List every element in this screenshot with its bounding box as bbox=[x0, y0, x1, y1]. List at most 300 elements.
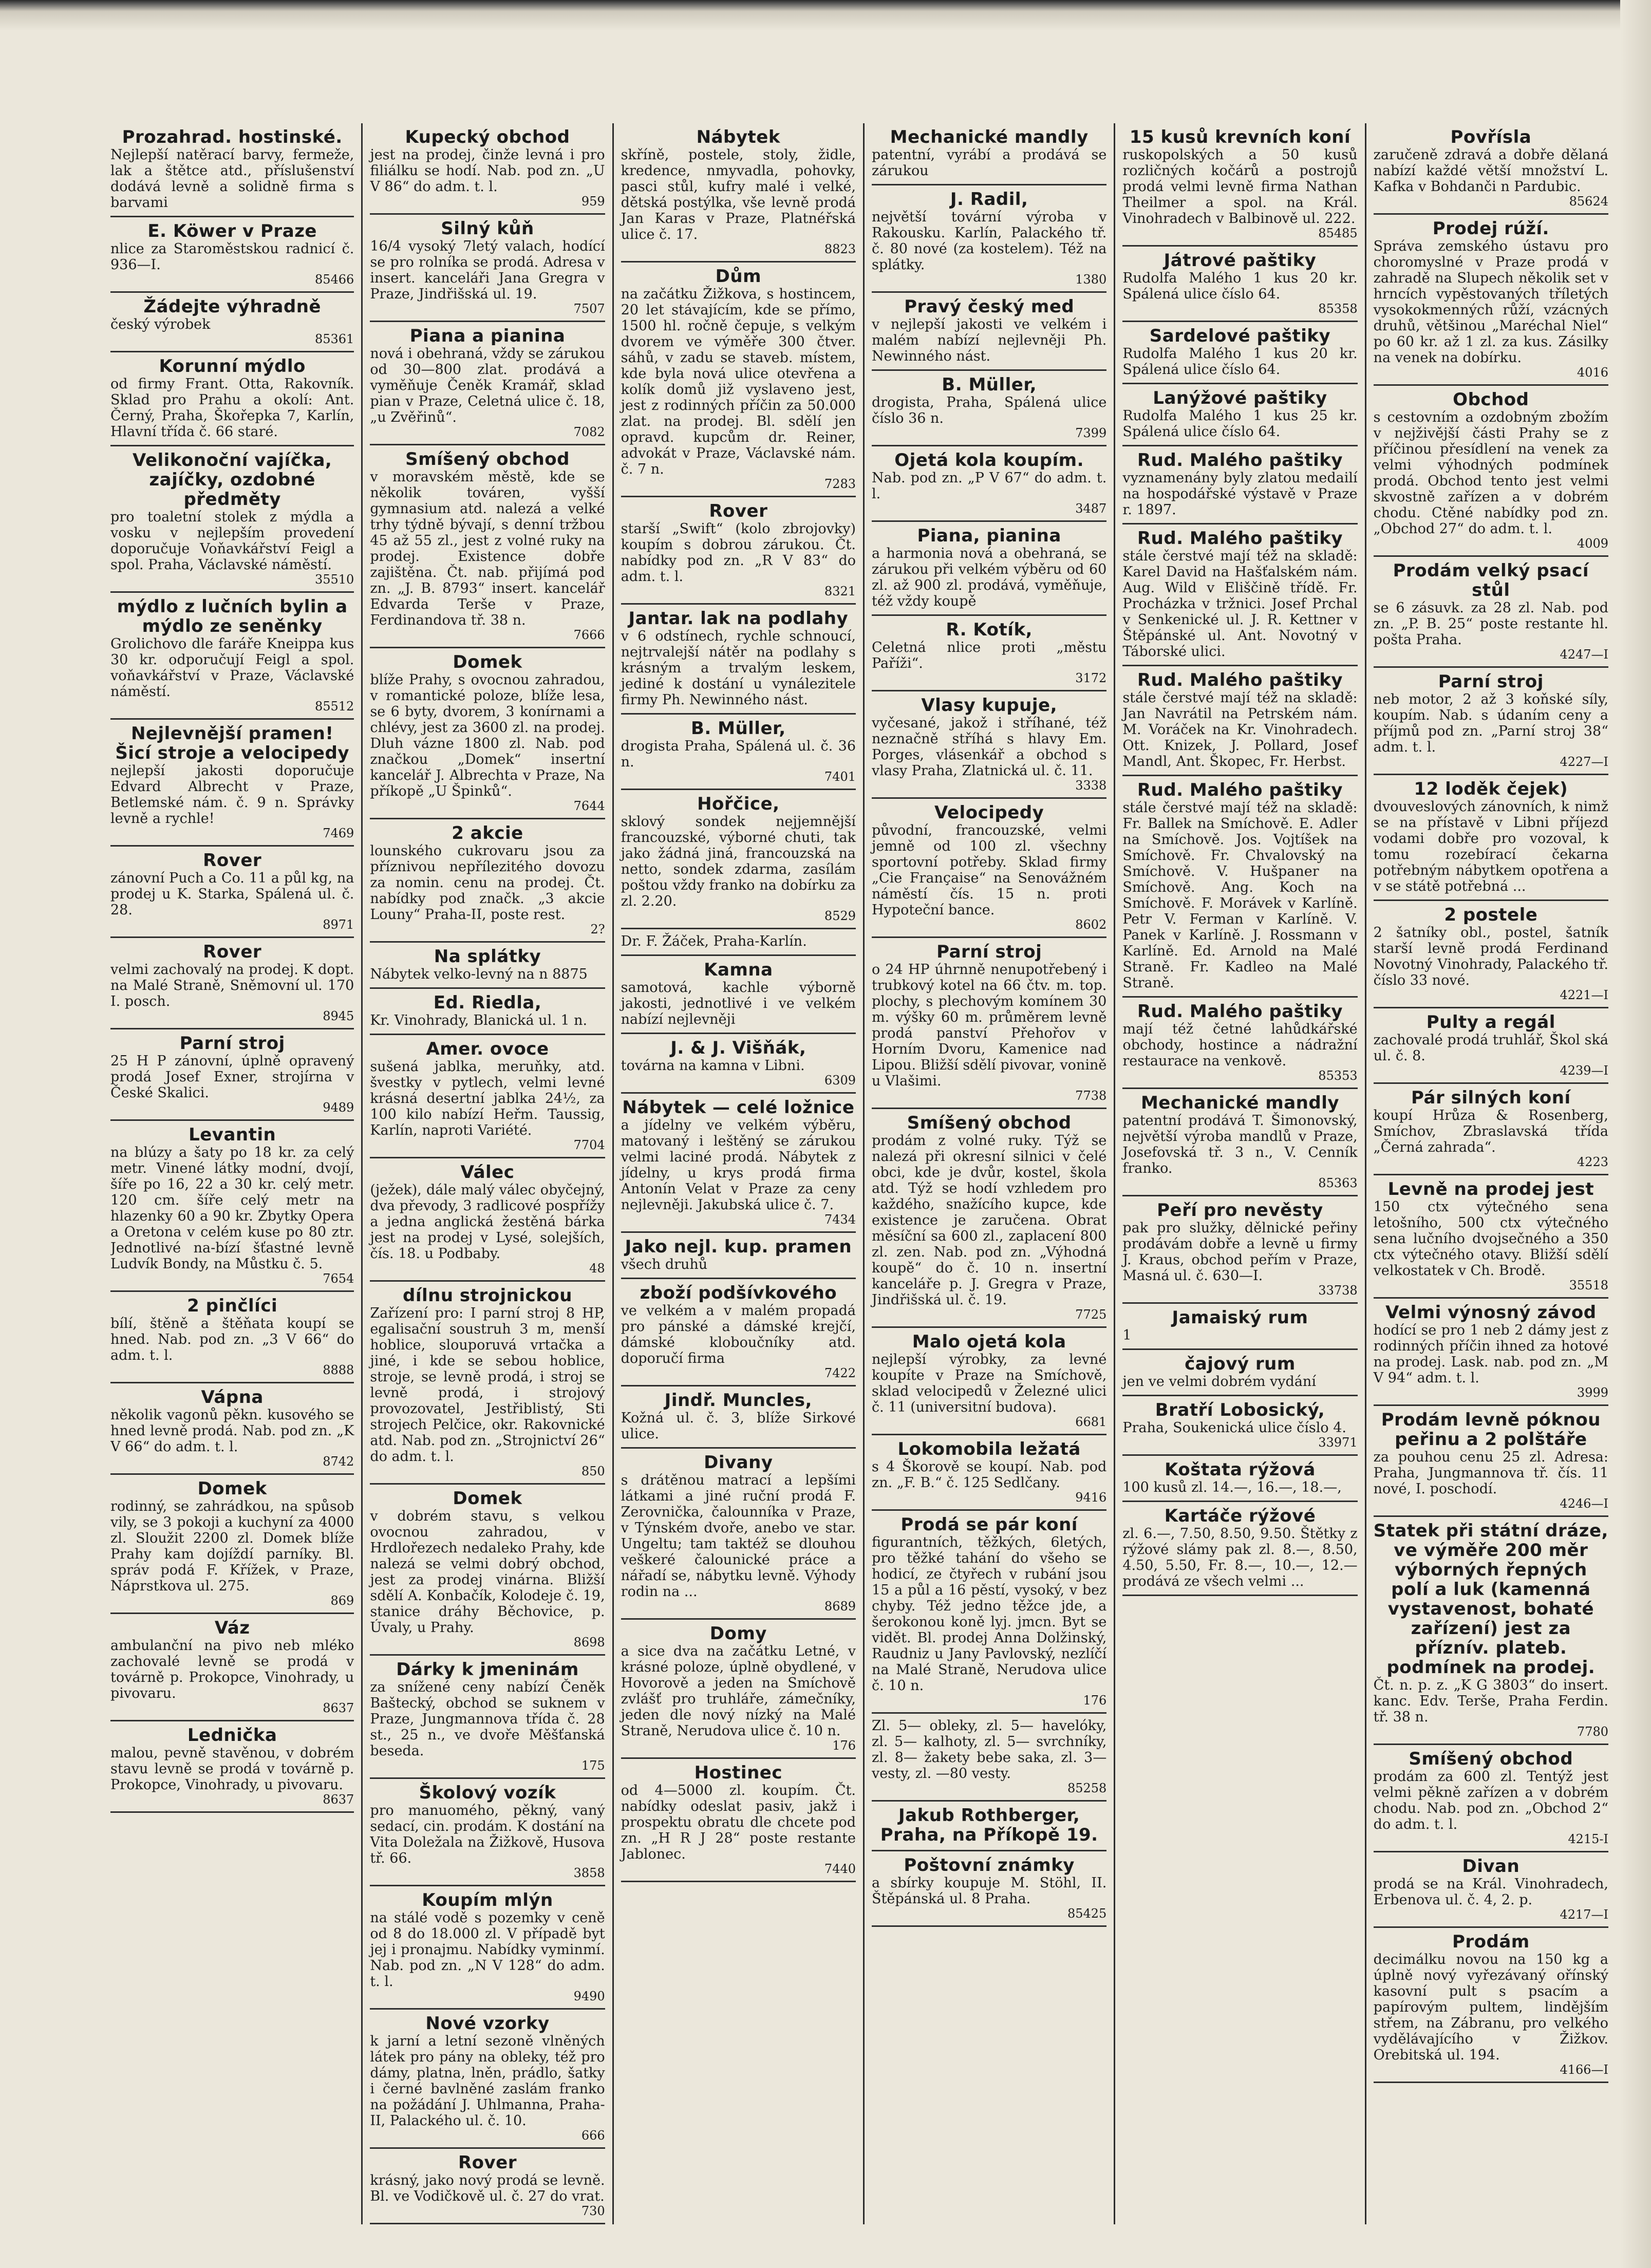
classified-ad bbox=[370, 1656, 605, 1779]
classified-ad bbox=[1122, 524, 1357, 666]
ad-heading: Parní stroj bbox=[936, 942, 1042, 962]
ad-number: 3858 bbox=[573, 1866, 605, 1880]
classified-ad bbox=[370, 1282, 605, 1485]
classified-ad bbox=[1122, 123, 1357, 247]
ad-text: několik vagonů pěkn. kusového se hned levně prodá. Nab. pod zn. „K V 66“ do adm. t. l. bbox=[110, 1407, 354, 1455]
ad-heading: Nábytek bbox=[696, 127, 780, 147]
ad-heading: 2 postele bbox=[1444, 905, 1538, 925]
classified-ad bbox=[370, 1779, 605, 1886]
classified-ad bbox=[1374, 1084, 1608, 1175]
ad-heading: Lokomobila ležatá bbox=[897, 1439, 1081, 1459]
ad-text: nová i obehraná, vždy se zárukou od 30—800 zlat. prodává a vyměňuje Čeněk Kramář, sklad pian v Praze, Celetná ulice č. 18, „u Zvěřinů“. bbox=[370, 346, 605, 425]
ad-number: 4223 bbox=[1577, 1155, 1608, 1169]
classified-ad bbox=[110, 1475, 354, 1614]
ad-text: Nábytek velko-levný na n 8875 bbox=[370, 966, 588, 982]
classified-ad bbox=[110, 1029, 354, 1121]
ad-number: 85624 bbox=[1569, 194, 1608, 209]
classified-ad bbox=[1374, 1008, 1608, 1084]
ad-heading: Poštovní známky bbox=[904, 1855, 1075, 1876]
ad-text: nlice za Staroměstskou radnicí č. 936—I. bbox=[110, 241, 354, 273]
ad-text: v moravském městě, kde se několik továren, vyšší gymnasium atd. nalezá a velké trhy týdně bývají, s denní tržbou 45 až 55 zl., jest z volné ruky na prodej. Existence dobře zajištěna. Čt. nab. přijímá pod zn. „J. B. 8793“ insert. kancelář Edvarda Terše v Praze, Ferdinandova tř. 38 n. bbox=[370, 469, 605, 628]
classified-ad bbox=[1374, 775, 1608, 901]
ad-text: neb motor, 2 až 3 koňské síly, koupím. Nab. s údaním ceny a příjmů pod zn. „Parní stroj 38“ adm. t. l. bbox=[1373, 691, 1608, 755]
classified-ad bbox=[1374, 1745, 1608, 1852]
ad-text: jen ve velmi dobrém vydání bbox=[1122, 1374, 1316, 1390]
ad-text: pro toaletní stolek z mýdla a vosku v nejlepším provedení doporučuje Voňavkářství Feigl a spol. Praha, Václavské náměstí. bbox=[110, 509, 354, 573]
classified-ad bbox=[110, 938, 354, 1029]
ad-text: nejlepší jakosti doporučuje Edvard Albrecht v Praze, Betlemské nám. č. 9 n. Správky levně a rychle! bbox=[110, 763, 354, 827]
ad-number: 85512 bbox=[314, 699, 354, 714]
ad-heading: Domy bbox=[709, 1623, 767, 1644]
ad-heading: Domek bbox=[453, 1488, 522, 1509]
ad-text: Nejlepší natěrací barvy, fermeže, lak a štětce atd., příslušenství dodává levně a solidně firma s barvami bbox=[110, 147, 354, 211]
classified-ad bbox=[872, 1109, 1106, 1328]
ad-number: 7704 bbox=[573, 1138, 605, 1152]
classified-ad bbox=[1374, 1928, 1608, 2083]
ad-number: 9490 bbox=[573, 1989, 605, 2003]
ad-number: 35510 bbox=[314, 572, 354, 587]
ad-heading: Rover bbox=[458, 2152, 517, 2173]
classified-ad bbox=[1122, 666, 1357, 776]
ad-text: krásný, jako nový prodá se levně. Bl. ve Vodičkově ul. č. 27 do vrat. bbox=[370, 2172, 605, 2204]
classified-ad bbox=[1374, 1406, 1608, 1517]
ad-heading: Prodám bbox=[1452, 1932, 1530, 1952]
classified-ad bbox=[110, 293, 354, 352]
ad-heading: Velikonoční vajíčka, zajíčky, ozdobné předměty bbox=[132, 450, 332, 510]
ad-heading: Mechanické mandly bbox=[1140, 1093, 1340, 1113]
ad-number: 85363 bbox=[1318, 1176, 1358, 1190]
classified-ad bbox=[621, 956, 856, 1034]
ad-heading: Piana, pianina bbox=[917, 526, 1061, 546]
ad-text: stále čerstvé mají též na skladě: Jan Navrátil na Petrském nám. M. Voráček na Kr. Vinohradech. Ott. Knizek, J. Pollard, Josef Mandl, Ant. Škopec, Fr. Herbst. bbox=[1122, 690, 1358, 770]
ad-number: 7780 bbox=[1577, 1725, 1608, 1739]
ad-column-5 bbox=[1114, 123, 1364, 2224]
ad-text: na stálé vodě s pozemky v ceně od 8 do 18.000 zl. V případě byt jej i pronajmu. Nabídky vyminmí. Nab. pod zn. „N V 128“ do adm. t. l. bbox=[370, 1910, 605, 1990]
ad-text: decimálku novou na 150 kg a úplně nový vyřezávaný ořínský kasovní pult s psacím a papírovým pultem, lindějším střem, na Zábranu, pro velkého vydělávajícího v Žižkov. Orebitská ul. 194. bbox=[1373, 1952, 1608, 2063]
ad-number: 7507 bbox=[573, 302, 605, 316]
ad-heading: dílnu strojnickou bbox=[403, 1285, 572, 1306]
classified-ad bbox=[1122, 1456, 1357, 1502]
classified-ad bbox=[110, 1121, 354, 1292]
classified-ad bbox=[872, 799, 1106, 938]
classified-ad bbox=[621, 1094, 856, 1233]
classified-ad bbox=[1122, 1502, 1357, 1596]
ad-number: 8637 bbox=[323, 1701, 354, 1715]
ad-heading: Rud. Malého paštiky bbox=[1137, 450, 1343, 471]
ad-heading: Statek při státní dráze, ve výměře 200 měr výborných řepných polí a luk (kamenná vystavenost, bohaté zařízení) jest za příznív. plateb. podmínek na prodej. bbox=[1373, 1521, 1608, 1678]
ad-text: zánovní Puch a Co. 11 a půl kg, na prodej u K. Starka, Spálená ul. č. 28. bbox=[110, 870, 354, 918]
classified-ad bbox=[872, 371, 1106, 446]
ad-number: 4246—I bbox=[1560, 1496, 1608, 1511]
classified-ad bbox=[110, 593, 354, 720]
ad-number: 7738 bbox=[1075, 1089, 1107, 1103]
classified-ad bbox=[1374, 386, 1608, 557]
ad-text: bílí, štěně a štěňata koupí se hned. Nab. pod zn. „3 V 66“ do adm. t. l. bbox=[110, 1316, 354, 1363]
ad-number: 8971 bbox=[323, 917, 354, 932]
ad-column-1 bbox=[110, 123, 361, 2224]
ad-number: 8945 bbox=[323, 1009, 354, 1023]
ad-text: Rudolfa Malého 1 kus 20 kr. Spálená ulice číslo 64. bbox=[1122, 270, 1358, 302]
classified-ad bbox=[621, 929, 856, 956]
ad-number: 7422 bbox=[824, 1366, 856, 1380]
ad-text: (ježek), dále malý válec obyčejný, dva převody, 3 radlicové pospřížy a jedna anglická žestěná bárka jest na prodej v Lysé, solejších, čís. 18. u Podbaby. bbox=[370, 1182, 605, 1262]
ad-text: s cestovním a ozdobným zbožím v nejživější části Prahy se z příčinou přesídlení na venek za velmi výhodných podmínek prodá. Obchod tento jest velmi skvostně zařízen a v dobrém chodu. Ctěné nabídky pod zn. „Obchod 27“ do adm. t. l. bbox=[1373, 409, 1608, 537]
ad-number: 35518 bbox=[1569, 1278, 1608, 1292]
ad-number: 85353 bbox=[1318, 1069, 1358, 1083]
ad-text: zaručeně zdravá a dobře dělaná nabízí každé větší množství L. Kafka v Bohdanči n Pardubic. bbox=[1373, 147, 1608, 195]
ad-text: prodá se na Král. Vinohradech, Erbenova ul. č. 4, 2. p. bbox=[1373, 1876, 1608, 1908]
classified-ad bbox=[110, 123, 354, 217]
classified-ad bbox=[1122, 247, 1357, 322]
ad-heading: B. Müller, bbox=[690, 718, 786, 739]
classified-ads-grid bbox=[110, 123, 1616, 2224]
classified-ad bbox=[1122, 776, 1357, 998]
classified-ad bbox=[370, 123, 605, 215]
classified-ad bbox=[872, 123, 1106, 185]
ad-text: blíže Prahy, s ovocnou zahradou, v romantické poloze, blíže lesa, se 6 byty, dvorem, 3 konírnami a chlévy, jest za 3600 zl. na prodej. Dluh vázne 1800 zl. Nab. pod značkou „Domek“ insertní kancelář J. Albrechta v Praze, Na příkopě „U Špinků“. bbox=[370, 672, 605, 799]
ad-heading: Játrové paštiky bbox=[1164, 250, 1317, 271]
ad-heading: Školový vozík bbox=[419, 1783, 556, 1803]
classified-ad bbox=[110, 1292, 354, 1383]
ad-text: na blúzy a šaty po 18 kr. za celý metr. Vinené látky modní, dvojí, šíře po 16, 22 a 30 kr. celý metr. 120 cm. šíře celý metr na hlazenky 60 a 90 kr. Zbytky Opera a Oretona v celém kuse po 80 ztr. Jednotlivé na-bízí šťastné levně Ludvík Bondy, na Můstku č. 5. bbox=[110, 1145, 354, 1272]
ad-heading: Smíšený obchod bbox=[907, 1113, 1072, 1133]
ad-text: Zl. 5— obleky, zl. 5— havelóky, zl. 5— kalhoty, zl. 5— svrchníky, zl. 8— žakety bebe saka, zl. 3— vesty, zl. —80 vesty. bbox=[872, 1718, 1107, 1782]
ad-text: o 24 HP úhrnně nenupotřebený i trubkový kotel na 66 čtv. m. top. plochy, s plechovým komínem 30 m. výšky 60 m. průměrem levně prodá panství Přehořov v Horním Dvoru, Kamenice nad Lipou. Bližší sdělí pivovar, vonině u Vlašimi. bbox=[872, 962, 1107, 1089]
ad-heading: J. Radil, bbox=[950, 189, 1028, 210]
ad-number: 6681 bbox=[1075, 1415, 1107, 1429]
classified-ad bbox=[1122, 1304, 1357, 1350]
ad-text: pro manuomého, pěkný, vaný sedací, cin. prodám. K dostání na Vita Doležala na Žižkově, Husova tř. 66. bbox=[370, 1803, 605, 1866]
ad-text: a sice dva na začátku Letné, v krásné poloze, úplně obydlené, v Hovorově a jeden na Smíchově zvlášť pro truhláře, zámečníky, jeden dle nový nízký na Malé Straně, Nerudova ulice č. 10 n. bbox=[621, 1643, 856, 1739]
classified-ad bbox=[872, 691, 1106, 799]
ad-heading: Pravý český med bbox=[904, 296, 1075, 317]
ad-text: ve velkém a v malém propadá pro pánské a dámské krejčí, dámské kloboučníky atd. doporučí firma bbox=[621, 1303, 856, 1366]
ad-heading: Jantar. lak na podlahy bbox=[628, 608, 849, 629]
ad-text: lounského cukrovaru jsou za příznivou nepřílezitého dovozu za nomin. cenu na prodej. Čt. nabídky pod značk. „3 akcie Louny“ Praha-II, poste rest. bbox=[370, 843, 605, 923]
ad-heading: Amer. ovoce bbox=[426, 1039, 549, 1059]
ad-heading: Koupím mlýn bbox=[422, 1890, 553, 1910]
ad-heading: Silný kůň bbox=[441, 218, 534, 239]
ad-heading: 15 kusů krevních koní bbox=[1129, 127, 1351, 147]
ad-text: největší tovární výroba v Rakousku. Karlín, Palackého tř. č. 80 nové (za kostelem). Též na splátky. bbox=[872, 209, 1107, 273]
ad-heading: Jako nejl. kup. pramen bbox=[625, 1236, 852, 1257]
ad-number: 4217—I bbox=[1560, 1907, 1608, 1922]
ad-number: 7283 bbox=[824, 477, 856, 491]
ad-text: k jarní a letní sezoně vlněných látek pro pány na obleky, též pro dámy, platna, lněn, prádlo, šatky i černé bavlněné zaslám franko na požádání J. Uhlmanna, Praha-II, Palackého ul. č. 10. bbox=[370, 2033, 605, 2129]
ad-heading: Smíšený obchod bbox=[405, 449, 570, 470]
ad-number: 8698 bbox=[573, 1635, 605, 1650]
classified-ad bbox=[110, 217, 354, 293]
ad-heading: Parní stroj bbox=[1438, 671, 1544, 692]
classified-ad bbox=[370, 648, 605, 819]
ad-heading: Pulty a regál bbox=[1426, 1012, 1555, 1033]
ad-heading: Prodej rúží. bbox=[1432, 218, 1549, 239]
classified-ad bbox=[621, 263, 856, 497]
ad-text: pak pro služky, dělnické peřiny prodávám dobře a levně u firmy J. Kraus, obchod peřím v Praze, Masná ul. č. 630—I. bbox=[1122, 1220, 1358, 1284]
classified-ad bbox=[1374, 123, 1608, 215]
ad-heading: Dům bbox=[715, 266, 761, 287]
ad-number: 8602 bbox=[1075, 917, 1107, 932]
ad-number: 175 bbox=[581, 1758, 605, 1773]
ad-text: Kožná ul. č. 3, blíže Sirkové ulice. bbox=[621, 1410, 856, 1442]
ad-text: s 4 Škorově se koupí. Nab. pod zn. „F. B.“ č. 125 Sedlčany. bbox=[872, 1459, 1107, 1491]
ad-number: 666 bbox=[581, 2128, 605, 2143]
classified-ad bbox=[872, 446, 1106, 522]
ad-number: 7401 bbox=[824, 770, 856, 784]
ad-heading: Rover bbox=[203, 850, 262, 871]
classified-ad bbox=[370, 943, 605, 989]
ad-heading: Na splátky bbox=[434, 946, 541, 967]
ad-number: 7725 bbox=[1075, 1307, 1107, 1322]
ad-heading: Velmi výnosný závod bbox=[1385, 1302, 1597, 1323]
ad-number: 7440 bbox=[824, 1862, 856, 1876]
classified-ad bbox=[1374, 668, 1608, 775]
ad-heading: Prodá se pár koní bbox=[900, 1514, 1078, 1535]
ad-text: 16/4 vysoký 7letý valach, hodící se pro rolníka se prodá. Adresa v insert. kanceláři Jana Gregra v Praze, Jindřišská ul. 19. bbox=[370, 238, 605, 302]
classified-ad bbox=[110, 1383, 354, 1475]
ad-number: 4239—I bbox=[1560, 1063, 1608, 1078]
classified-ad bbox=[370, 445, 605, 648]
classified-ad bbox=[872, 522, 1106, 616]
ad-heading: Divan bbox=[1462, 1856, 1520, 1877]
ad-number: 959 bbox=[581, 194, 605, 209]
ad-heading: Levantin bbox=[189, 1124, 276, 1145]
ad-heading: E. Köwer v Praze bbox=[147, 221, 317, 241]
ad-text: Čt. n. p. z. „K G 3803“ do insert. kanc. Edv. Terše, Praha Ferdin. tř. 38 n. bbox=[1373, 1677, 1608, 1725]
classified-ad bbox=[1374, 1299, 1608, 1406]
ad-text: český výrobek bbox=[110, 316, 211, 332]
classified-ad bbox=[370, 322, 605, 445]
ad-text: jest na prodej, činže levná i pro filiálku se hodí. Nab. pod zn. „U V 86“ do adm. t. l. bbox=[370, 147, 605, 195]
classified-ad bbox=[1122, 1196, 1357, 1304]
ad-heading: Koštata rýžová bbox=[1165, 1459, 1316, 1480]
classified-ad bbox=[621, 1449, 856, 1620]
ad-text: dvouveslových zánovních, k nimž se na přístavě v Libni příjezd vodami dobře pro vozoval, k tomu rozebírací čekarna potřebným nábytkem opotřena a v se státě potřebná ... bbox=[1373, 799, 1608, 894]
ad-heading: 2 akcie bbox=[452, 823, 523, 844]
ad-number: 8823 bbox=[824, 242, 856, 256]
ad-text: a sbírky koupuje M. Stöhl, II. Štěpánská ul. 8 Praha. bbox=[872, 1875, 1107, 1907]
ad-text: ruskopolských a 50 kusů rozličných kočárů a postrojů prodá velmi levně firma Nathan Theilmer a spol. na Král. Vinohradech v Balbinově ul. 222. bbox=[1122, 147, 1358, 227]
ad-text: Rudolfa Malého 1 kus 20 kr. Spálená ulice číslo 64. bbox=[1122, 346, 1358, 378]
classified-ad bbox=[370, 819, 605, 943]
ad-text: Praha, Soukenická ulice číslo 4. bbox=[1122, 1420, 1347, 1436]
ad-column-3 bbox=[612, 123, 863, 2224]
ad-number: 33738 bbox=[1318, 1283, 1358, 1298]
ad-text: od firmy Frant. Otta, Rakovník. Sklad pro Prahu a okolí: Ant. Černý, Praha, Škořepka 7, Karlín, Hlavní třída č. 66 staré. bbox=[110, 376, 354, 440]
ad-heading: Váz bbox=[214, 1618, 250, 1638]
ad-number: 7666 bbox=[573, 628, 605, 642]
ad-heading: mýdlo z lučních bylin a mýdlo ze seněnky bbox=[117, 596, 348, 636]
page-margin bbox=[1620, 0, 1651, 2268]
classified-ad bbox=[1122, 1089, 1357, 1196]
ad-heading: Jakub Rothberger, Praha, na Příkopě 19. bbox=[880, 1805, 1098, 1845]
classified-ad bbox=[872, 1851, 1106, 1927]
ad-column-4 bbox=[863, 123, 1114, 2224]
classified-ad bbox=[872, 616, 1106, 691]
ad-number: 8529 bbox=[824, 909, 856, 923]
ad-heading: B. Müller, bbox=[942, 374, 1037, 395]
ad-number: 7399 bbox=[1075, 426, 1107, 440]
ad-number: 4227—I bbox=[1560, 755, 1608, 769]
ad-heading: čajový rum bbox=[1185, 1354, 1296, 1374]
ad-heading: Jamaiský rum bbox=[1172, 1307, 1308, 1328]
ad-text: s drátěnou matrací a lepšími látkami a jiné ruční prodá F. Zerovnička, čalounníka v Praze, v Týnském dvoře, anebo ve star. Ungeltu; tam taktéž se dlouhou veškeré čalounické práce a nářadí se, nábytku levně. Výhody rodin na ... bbox=[621, 1472, 856, 1600]
ad-text: drogista Praha, Spálená ul. č. 36 n. bbox=[621, 738, 856, 770]
ad-heading: Prozahrad. hostinské. bbox=[122, 127, 343, 147]
ad-number: 4016 bbox=[1577, 365, 1608, 380]
ad-text: Dr. F. Žáček, Praha-Karlín. bbox=[621, 933, 807, 949]
ad-text: mají též četné lahůdkářské obchody, hostince a nádražní restaurace na venkově. bbox=[1122, 1021, 1358, 1069]
ad-heading: Domek bbox=[197, 1478, 267, 1499]
ad-number: 9489 bbox=[323, 1100, 354, 1115]
ad-heading: Rud. Malého paštiky bbox=[1137, 528, 1343, 549]
ad-text: samotová, kachle výborně jakosti, jednotlivé i ve velkém nabízí nejlevněji bbox=[621, 980, 856, 1027]
ad-number: 8689 bbox=[824, 1599, 856, 1614]
ad-heading: Obchod bbox=[1453, 389, 1529, 410]
classified-ad bbox=[621, 1620, 856, 1759]
ad-heading: Žádejte výhradně bbox=[143, 296, 321, 317]
ad-number: 3487 bbox=[1075, 501, 1107, 516]
ad-text: vyčesané, jakož i stříhané, též neznačně stříhá s hlavy Em. Porges, vlásenkář a obchod s vlasy Praha, Zlatnická ul. č. 11. bbox=[872, 715, 1107, 779]
ad-heading: Jindř. Muncles, bbox=[664, 1390, 812, 1411]
ad-text: starší „Swift“ (kolo zbrojovky) koupím s dobrou zárukou. Čt. nabídky pod zn. „R V 83“ do adm. t. l. bbox=[621, 521, 856, 585]
classified-ad bbox=[110, 720, 354, 847]
ad-number: 3172 bbox=[1075, 671, 1107, 685]
ad-text: od 4—5000 zl. koupím. Čt. nabídky odeslat pasiv, jakž i prospektu obratu dle chcete pod zn. „H R J 28“ poste restante Jablonec. bbox=[621, 1783, 856, 1862]
ad-text: nejlepší výrobky, za levné koupíte v Praze na Smíchově, sklad velocipedů v Železné ulici č. 11 (universitní budova). bbox=[872, 1352, 1107, 1415]
ad-heading: Dárky k jmeninám bbox=[396, 1659, 579, 1680]
ad-text: a harmonia nová a obehraná, se zárukou při velkém výběru od 60 zl. až 900 zl. prodává, vyměňuje, též vždy koupě bbox=[872, 546, 1107, 609]
ad-heading: Rover bbox=[709, 501, 768, 521]
ad-number: 4215-I bbox=[1568, 1832, 1608, 1846]
ad-heading: Bratří Lobosický, bbox=[1155, 1400, 1325, 1420]
ad-text: malou, pevně stavěnou, v dobrém stavu levně se prodá v továrně p. Prokopce, Vinohrady, u pivovaru. bbox=[110, 1745, 354, 1793]
classified-ad bbox=[110, 1614, 354, 1721]
ad-heading: Ojetá kola koupím. bbox=[894, 450, 1084, 471]
classified-ad bbox=[621, 1279, 856, 1386]
ad-heading: Nejlevnější pramen! Šicí stroje a velocipedy bbox=[115, 723, 349, 763]
ad-number: 869 bbox=[330, 1594, 354, 1608]
ad-number: 3999 bbox=[1577, 1385, 1608, 1400]
classified-ad bbox=[370, 215, 605, 322]
classified-ad bbox=[1122, 322, 1357, 384]
ad-heading: zboží podšívkového bbox=[640, 1283, 837, 1303]
ad-column-2 bbox=[361, 123, 612, 2224]
ad-text: Zařízení pro: I parní stroj 8 HP, egalisační soustruh 3 m, menší hoblice, slouporuvá vrtačka a jiné, i kde se sebou hoblice, stroje, se levně prodá, i stroj se levně prodá, i strojový provozovatel, Jestřiblistý, Sti strojech Pelčice, okr. Rakovnické atd. Nab. pod zn. „Strojnictví 26“ do adm. t. l. bbox=[370, 1305, 605, 1465]
ad-heading: Peří pro nevěsty bbox=[1157, 1200, 1323, 1221]
ad-text: 2 šatníky obl., postel, šatník starší levně prodá Ferdinand Novotný Vinohrady, Palackého tř. číslo 33 nové. bbox=[1373, 925, 1608, 988]
classified-ad bbox=[370, 1485, 605, 1656]
ad-text: 25 H P zánovní, úplně opravený prodá Josef Exner, strojírna v České Skalici. bbox=[110, 1053, 354, 1101]
ad-text: na začátku Žižkova, s hostincem, 20 let stávajícím, kde se přímo, 1500 hl. ročně čepuje, s velkým dvorem ve výměře 300 čtver. sáhů, v zadu se staveb. místem, kde byla nová ulice otevřena a kolík domů již vyslaveno jest, jest z rodinných příčin za 50.000 zlat. na prodej. Bl. sdělí jen opravd. kupcům dr. Reiner, advokát v Praze, Václavské nám. č. 7 n. bbox=[621, 286, 856, 477]
ad-text: prodám za 600 zl. Tentýž jest velmi pěkně zařízen a v dobrém chodu. Nab. pod zn. „Obchod 2“ do adm. t. l. bbox=[1373, 1769, 1608, 1832]
ad-number: 4247—I bbox=[1560, 647, 1608, 662]
classified-ad bbox=[1122, 384, 1357, 446]
classified-ad bbox=[370, 989, 605, 1035]
ad-number: 1380 bbox=[1075, 272, 1107, 287]
classified-ad bbox=[621, 1386, 856, 1449]
classified-ad bbox=[1122, 1350, 1357, 1396]
ad-heading: Válec bbox=[460, 1162, 515, 1183]
ad-text: velmi zachovalý na prodej. K dopt. na Malé Straně, Sněmovní ul. 170 I. posch. bbox=[110, 962, 354, 1009]
ad-heading: Parní stroj bbox=[179, 1033, 285, 1054]
ad-text: hodící se pro 1 neb 2 dámy jest z rodinných příčin ihned za hotové na prodej. Lask. nab. pod zn. „M V 94“ adm. t. l. bbox=[1373, 1322, 1608, 1386]
ad-number: 85361 bbox=[314, 332, 354, 346]
classified-ad bbox=[872, 1714, 1106, 1802]
ad-heading: J. & J. Višňák, bbox=[670, 1038, 806, 1058]
classified-ad bbox=[872, 1435, 1106, 1511]
ad-text: rodinný, se zahrádkou, na spůsob vily, se 3 pokoji a kuchyní za 4000 zl. Sloužit 2200 zl. Domek blíže Prahy kam dojíždí parníky. Bl. správ podá F. Křížek, v Praze, Náprstkova ul. 275. bbox=[110, 1498, 354, 1594]
ad-number: 8637 bbox=[323, 1792, 354, 1807]
ad-heading: Prodám levně póknou peřinu a 2 polštáře bbox=[1381, 1410, 1601, 1450]
ad-text: Grolichovo dle faráře Kneippa kus 30 kr. odporučují Feigl a spol. voňavkářství v Praze, Václavské náměstí. bbox=[110, 636, 354, 700]
classified-ad bbox=[872, 293, 1106, 371]
ad-heading: Smíšený obchod bbox=[1409, 1749, 1573, 1769]
ad-heading: Lednička bbox=[187, 1725, 277, 1746]
ad-heading: 2 pinčlíci bbox=[187, 1296, 278, 1316]
page-edge bbox=[0, 0, 1651, 36]
classified-ad bbox=[370, 2149, 605, 2224]
classified-ad bbox=[621, 497, 856, 605]
classified-ad bbox=[872, 1802, 1106, 1851]
classified-ad bbox=[370, 1158, 605, 1282]
ad-heading: Rud. Malého paštiky bbox=[1137, 780, 1343, 800]
ad-heading: Mechanické mandly bbox=[890, 127, 1089, 147]
ad-number: 7469 bbox=[323, 826, 354, 840]
classified-ad bbox=[110, 847, 354, 938]
ad-number: 176 bbox=[1083, 1693, 1107, 1708]
classified-ad bbox=[621, 790, 856, 929]
classified-ad bbox=[1122, 446, 1357, 524]
classified-ad bbox=[1122, 1396, 1357, 1456]
classified-ad bbox=[1374, 215, 1608, 386]
ad-heading: Divany bbox=[704, 1452, 773, 1473]
ad-heading: Piana a pianina bbox=[409, 326, 566, 346]
ad-heading: Nábytek — celé ložnice bbox=[622, 1097, 855, 1118]
classified-ad bbox=[370, 2010, 605, 2149]
classified-ad bbox=[621, 1759, 856, 1882]
ad-heading: Malo ojetá kola bbox=[912, 1332, 1066, 1352]
ad-number: 85466 bbox=[314, 272, 354, 287]
ad-number: 4221—I bbox=[1560, 988, 1608, 1002]
ad-text: za pouhou cenu 25 zl. Adresa: Praha, Jungmannova tř. čís. 11 nové, I. poschodí. bbox=[1373, 1449, 1608, 1497]
ad-text: zachovalé prodá truhlář, Škol ská ul. č. 8. bbox=[1373, 1032, 1608, 1064]
ad-heading: Kupecký obchod bbox=[405, 127, 570, 147]
ad-number: 7434 bbox=[824, 1212, 856, 1227]
ad-text: prodám z volné ruky. Týž se nalezá při okresní silnici v čelé obci, kde je dvůr, kostel, škola atd. Týž se hodí vzhledem pro každého, snažícího kupce, kde existence je zaručena. Obrat měsíční sa 600 zl., zaplacení 800 zl. zen. Nab. pod zn. „Výhodná koupě“ do č. 10 n. insertní kanceláře p. J. Gregra v Praze, Jindřišská ul. č. 19. bbox=[872, 1133, 1107, 1308]
ad-number: 7082 bbox=[573, 425, 605, 439]
ad-text: sklový sondek nejjemnější francouzské, výborné chuti, tak jako žádná jiná, francouzská na netto, sondek zdarma, zasílám poštou vždy franko na dobírku za zl. 2.20. bbox=[621, 814, 856, 909]
ad-heading: Rover bbox=[203, 942, 262, 962]
ad-number: 8321 bbox=[824, 584, 856, 598]
ad-column-6 bbox=[1365, 123, 1616, 2224]
classified-ad bbox=[872, 938, 1106, 1109]
classified-ad bbox=[621, 715, 856, 790]
ad-heading: Korunní mýdlo bbox=[159, 356, 306, 377]
ad-heading: Nové vzorky bbox=[425, 2013, 550, 2034]
ad-text: vyznamenány byly zlatou medailí na hospodářské výstavě v Praze r. 1897. bbox=[1122, 470, 1358, 518]
ad-heading: Velocipedy bbox=[934, 802, 1044, 823]
ad-heading: Ed. Riedla, bbox=[433, 992, 542, 1013]
classified-ad bbox=[872, 1511, 1106, 1714]
ad-number: 850 bbox=[581, 1464, 605, 1478]
ad-heading: R. Kotík, bbox=[946, 620, 1033, 640]
ad-heading: Prodám velký psací stůl bbox=[1393, 560, 1589, 601]
classified-ad bbox=[621, 1034, 856, 1094]
classified-ad bbox=[872, 1328, 1106, 1435]
ad-heading: Povřísla bbox=[1450, 127, 1532, 147]
ad-number: 85358 bbox=[1318, 302, 1358, 316]
